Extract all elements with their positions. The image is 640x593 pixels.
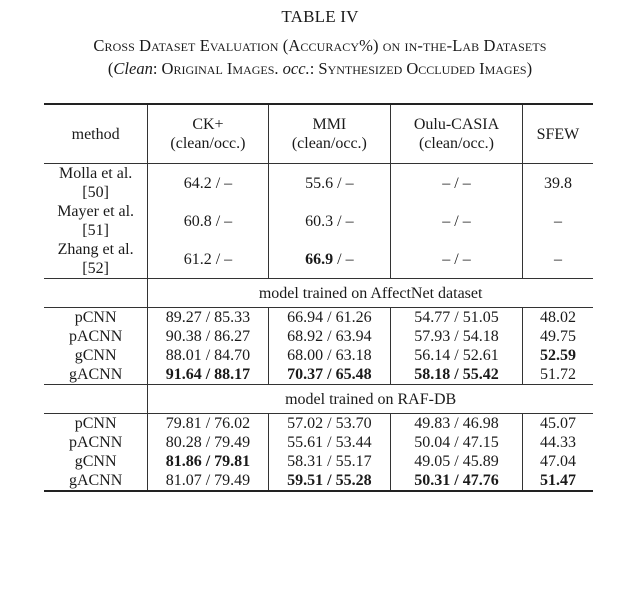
ck-cell: 64.2 / – xyxy=(148,164,268,203)
table-label: TABLE IV xyxy=(281,7,359,26)
oulu-cell: 56.14 / 52.61 xyxy=(391,346,523,365)
table-row xyxy=(44,471,593,491)
table-title: Cross Dataset Evaluation (Accuracy%) on in-the-Lab Datasets xyxy=(93,36,547,55)
sfew-cell: – xyxy=(522,240,593,279)
sfew-cell: 44.33 xyxy=(522,433,593,452)
mmi-cell: 59.51 / 55.28 xyxy=(268,471,390,491)
table-row xyxy=(44,327,593,346)
table-row xyxy=(44,365,593,385)
mmi-cell: 66.9 / – xyxy=(268,240,390,279)
sfew-cell: 45.07 xyxy=(522,414,593,434)
mmi-cell: 66.94 / 61.26 xyxy=(268,308,390,328)
oulu-cell: 49.83 / 46.98 xyxy=(391,414,523,434)
sfew-cell: 51.47 xyxy=(522,471,593,491)
method-cell: Mayer et al. [51] xyxy=(57,203,135,239)
method-cell: gCNN xyxy=(74,453,117,470)
table-note: (Clean: Original Images. occ.: Synthesized Occluded Images) xyxy=(107,59,533,78)
method-cell: gACNN xyxy=(44,471,148,491)
ck-cell: 91.64 / 88.17 xyxy=(148,365,268,385)
section-row-rafdb xyxy=(44,385,593,414)
oulu-cell: 50.04 / 47.15 xyxy=(391,433,523,452)
table-row xyxy=(44,433,593,452)
table-row xyxy=(44,202,593,240)
ck-cell: 89.27 / 85.33 xyxy=(148,308,268,328)
header-sfew: SFEW xyxy=(522,104,593,164)
oulu-cell: 58.18 / 55.42 xyxy=(391,365,523,385)
header-row xyxy=(44,104,593,164)
mmi-cell: 55.61 / 53.44 xyxy=(268,433,390,452)
table-row xyxy=(44,164,593,203)
ck-cell: 60.8 / – xyxy=(148,202,268,240)
method-cell: Zhang et al. [52] xyxy=(57,241,134,277)
method-cell: Molla et al. [50] xyxy=(44,164,148,203)
ck-cell: 81.07 / 79.49 xyxy=(148,471,268,491)
mmi-cell: 70.37 / 65.48 xyxy=(268,365,390,385)
sfew-cell: 52.59 xyxy=(522,346,593,365)
oulu-cell: – / – xyxy=(391,164,523,203)
sfew-cell: – xyxy=(522,202,593,240)
mmi-cell: 58.31 / 55.17 xyxy=(268,452,390,471)
mmi-cell: 60.3 / – xyxy=(268,202,390,240)
section-label-affectnet: model trained on AffectNet dataset xyxy=(148,279,593,308)
sfew-cell: 47.04 xyxy=(522,452,593,471)
table-row xyxy=(44,308,593,328)
sfew-cell: 51.72 xyxy=(522,365,593,385)
header-mmi: MMI (clean/occ.) xyxy=(268,104,390,164)
ck-cell: 80.28 / 79.49 xyxy=(148,433,268,452)
method-cell: gCNN xyxy=(74,347,117,364)
mmi-cell: 55.6 / – xyxy=(268,164,390,203)
table-row xyxy=(44,414,593,434)
section-row-affectnet xyxy=(44,279,593,308)
table-row xyxy=(44,346,593,365)
ck-cell: 61.2 / – xyxy=(148,240,268,279)
header-oulu: Oulu-CASIA (clean/occ.) xyxy=(391,104,523,164)
table-row xyxy=(44,240,593,279)
oulu-cell: 49.05 / 45.89 xyxy=(391,452,523,471)
ck-cell: 88.01 / 84.70 xyxy=(148,346,268,365)
method-cell: gACNN xyxy=(68,366,123,383)
oulu-cell: – / – xyxy=(391,202,523,240)
header-ck: CK+ (clean/occ.) xyxy=(148,104,268,164)
header-method: method xyxy=(44,104,148,164)
mmi-cell: 68.92 / 63.94 xyxy=(268,327,390,346)
ck-cell: 79.81 / 76.02 xyxy=(148,414,268,434)
mmi-cell: 68.00 / 63.18 xyxy=(268,346,390,365)
mmi-cell: 57.02 / 53.70 xyxy=(268,414,390,434)
oulu-cell: 50.31 / 47.76 xyxy=(391,471,523,491)
oulu-cell: – / – xyxy=(391,240,523,279)
sfew-cell: 39.8 xyxy=(522,164,593,203)
oulu-cell: 57.93 / 54.18 xyxy=(391,327,523,346)
ck-cell: 81.86 / 79.81 xyxy=(148,452,268,471)
method-cell: pACNN xyxy=(68,434,123,451)
method-cell: pCNN xyxy=(44,414,148,434)
method-cell: pCNN xyxy=(44,308,148,328)
sfew-cell: 49.75 xyxy=(522,327,593,346)
method-cell: pACNN xyxy=(68,328,123,345)
ck-cell: 90.38 / 86.27 xyxy=(148,327,268,346)
oulu-cell: 54.77 / 51.05 xyxy=(391,308,523,328)
section-label-rafdb: model trained on RAF-DB xyxy=(148,385,593,414)
sfew-cell: 48.02 xyxy=(522,308,593,328)
results-table xyxy=(44,103,593,492)
table-row xyxy=(44,452,593,471)
